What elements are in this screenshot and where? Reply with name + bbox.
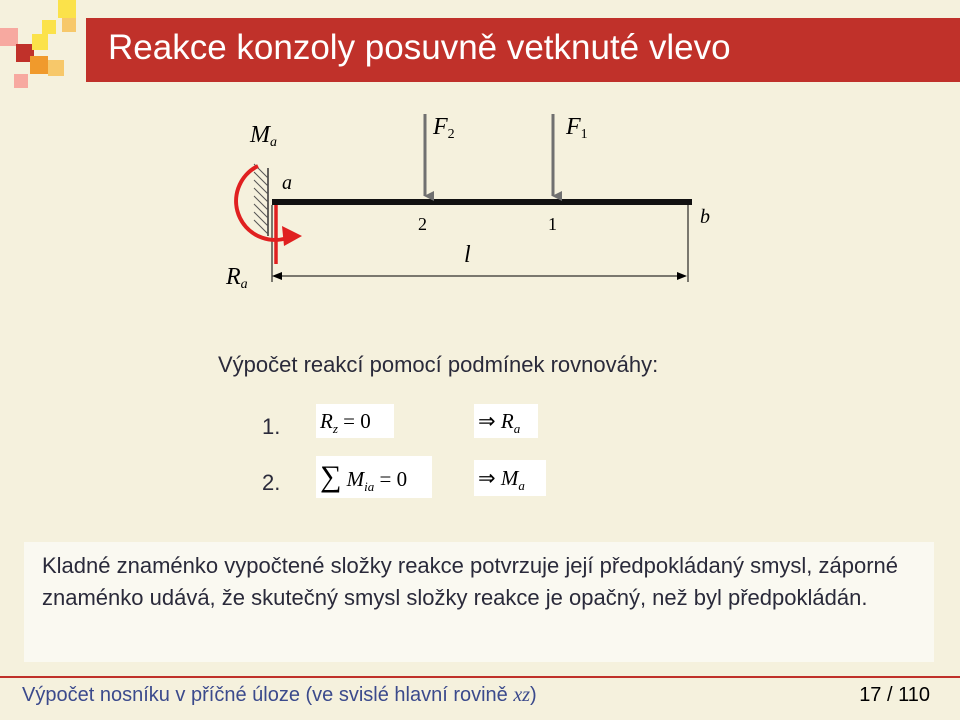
equilibrium-subtitle: Výpočet reakcí pomocí podmínek rovnováhy: xyxy=(218,352,659,377)
moment-ma-arrowhead xyxy=(282,226,302,246)
footer-title xyxy=(22,684,537,707)
condition-1-equation xyxy=(316,404,394,438)
fixed-support-hatch xyxy=(254,164,268,236)
force-f1-label xyxy=(566,114,588,143)
reaction-ra-symbol: R xyxy=(226,264,241,290)
dim-arrow-left xyxy=(272,272,282,280)
condition-2-result xyxy=(474,460,546,496)
force-f1-symbol: F xyxy=(566,114,581,140)
moment-ma-symbol: M xyxy=(250,122,270,148)
condition-1-number: 1. xyxy=(262,414,281,439)
sign-note: Kladné znaménko vypočtené složky reakce potvrzuje její předpokládaný smysl, záporné znaménko udává, že skutečný smysl složky reakce je opačný, než byl předpokládán. xyxy=(42,553,899,610)
condition-2-eq: = 0 xyxy=(374,467,408,491)
condition-1-sub: z xyxy=(332,421,338,436)
implies-icon: ⇒ xyxy=(478,466,496,490)
footer-plane: xz xyxy=(513,684,531,706)
condition-1-eq: = 0 xyxy=(337,409,371,433)
condition-2-equation xyxy=(316,456,432,498)
length-label: l xyxy=(464,242,471,268)
reaction-ra-label xyxy=(226,264,248,293)
condition-2-res: M xyxy=(500,466,519,490)
condition-1-result xyxy=(474,404,538,438)
force-f2-label xyxy=(433,114,455,143)
page-number: 17 / 110 xyxy=(859,684,930,706)
point-1-label: 1 xyxy=(548,214,557,234)
force-f2-subscript: 2 xyxy=(447,127,455,142)
condition-2-sub: ia xyxy=(364,479,375,494)
reaction-ra-subscript: a xyxy=(240,277,248,292)
footer-title-end: ) xyxy=(530,684,537,706)
point-2-label: 2 xyxy=(418,214,427,234)
condition-2-var: M xyxy=(346,467,365,491)
sum-icon: ∑ xyxy=(320,460,342,493)
point-b-label: b xyxy=(700,206,710,228)
moment-ma-label xyxy=(250,122,277,151)
implies-icon: ⇒ xyxy=(478,409,496,433)
beam xyxy=(272,199,692,205)
condition-1-res-sub: a xyxy=(513,421,521,436)
slide-title: Reakce konzoly posuvně vetknuté vlevo xyxy=(108,28,731,67)
force-f1-subscript: 1 xyxy=(580,127,588,142)
moment-ma-subscript: a xyxy=(270,135,277,150)
footer-divider xyxy=(0,676,960,678)
point-a-label: a xyxy=(282,172,292,194)
footer-title-text: Výpočet nosníku v příčné úloze (ve svislé hlavní rovině xyxy=(22,684,514,706)
condition-1-var: R xyxy=(320,409,333,433)
condition-2-res-sub: a xyxy=(518,478,525,493)
condition-2-number: 2. xyxy=(262,470,281,495)
force-f2-symbol: F xyxy=(433,114,448,140)
condition-1-res: R xyxy=(500,409,514,433)
